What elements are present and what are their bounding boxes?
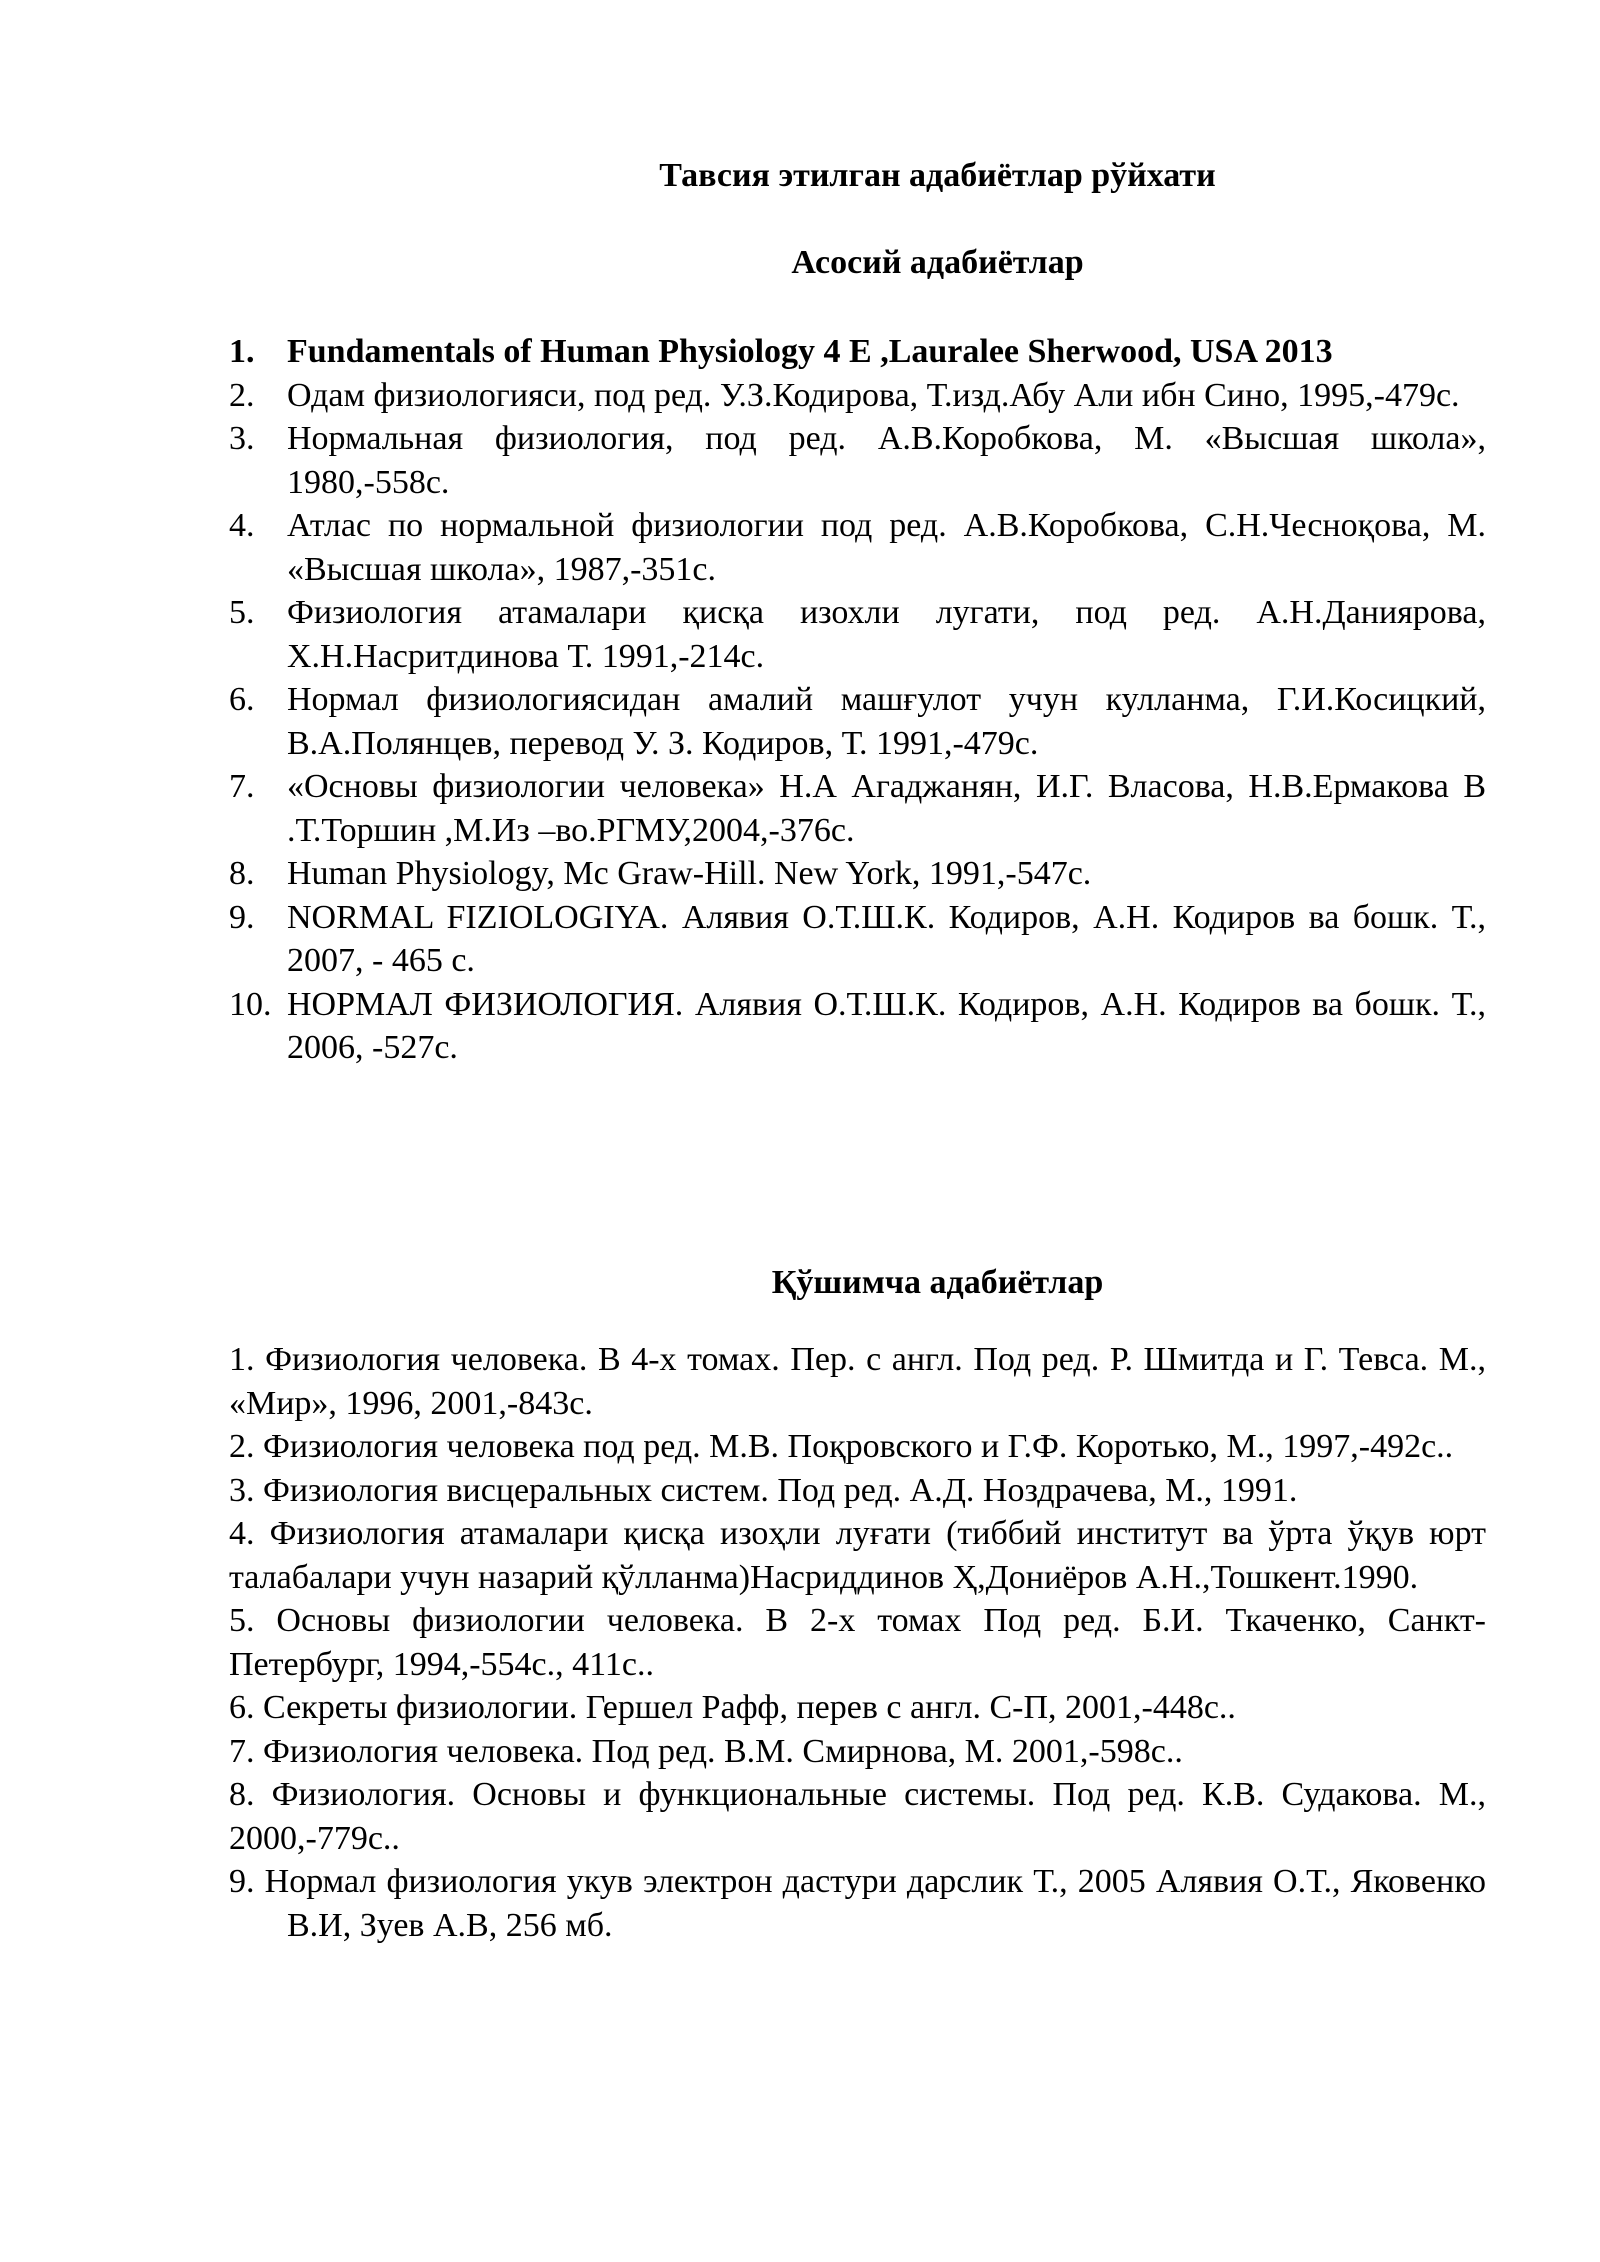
list-item bbox=[229, 330, 1486, 374]
list-item-text: Одам физиологияси, под ред. У.З.Кодирова, Т.изд.Абу Али ибн Сино, 1995,-479с. bbox=[287, 376, 1460, 414]
main-literature-list bbox=[229, 330, 1486, 1070]
list-item: 4. Физиология атамалари қисқа изоҳли луғати (тиббий институт ва ўрта ўқув юрт талабалари учун назарий қўлланма)Насриддинов Ҳ,Дониёров А.Н.,Тошкент.1990. bbox=[229, 1515, 1486, 1596]
list-item-text: Физиология атамалари қисқа изохли лугати, под ред. А.Н.Даниярова, Х.Н.Насритдинова Т. 1991,-214с. bbox=[287, 594, 1486, 675]
list-item: 3. Физиология висцеральных систем. Под ред. А.Д. Ноздрачева, М., 1991. bbox=[229, 1471, 1298, 1509]
list-item-number: 3. bbox=[229, 420, 255, 457]
list-item: 8. Физиология. Основы и функциональные системы. Под ред. К.В. Судакова. М., 2000,-779с.. bbox=[229, 1776, 1486, 1857]
list-item: 7. Физиология человека. Под ред. В.М. Смирнова, М. 2001,-598с.. bbox=[229, 1732, 1183, 1770]
list-item-number: 4. bbox=[229, 507, 255, 544]
list-item: 2. Физиология человека под ред. М.В. Поқровского и Г.Ф. Коротько, М., 1997,-492с.. bbox=[229, 1428, 1454, 1465]
list-item-number: 10. bbox=[229, 985, 272, 1023]
list-item-text: Нормал физиологиясидан амалий машғулот учун кулланма, Г.И.Косицкий, В.А.Полянцев, перевод У. З. Кодиров, Т. 1991,-479с. bbox=[287, 681, 1486, 762]
list-item bbox=[229, 504, 1486, 591]
list-item bbox=[229, 374, 1486, 418]
list-item bbox=[229, 417, 1486, 504]
list-item-text: Нормальная физиология, под ред. А.В.Коробкова, М. «Высшая школа», 1980,-558с. bbox=[287, 420, 1486, 501]
list-item-number: 7. bbox=[229, 768, 255, 805]
list-item-number: 8. bbox=[229, 855, 255, 892]
list-item bbox=[229, 591, 1486, 678]
list-item bbox=[229, 678, 1486, 765]
list-item: 9. Нормал физиология укув электрон дастури дарслик Т., 2005 Алявия О.Т., Яковенко В.И, Зуев А.В, 256 мб. bbox=[229, 1863, 1486, 1944]
list-item-text: Fundamentals of Human Physiology 4 E ,Lauralee Sherwood, USA 2013 bbox=[287, 333, 1333, 370]
list-item-text: Human Physiology, Mc Graw-Hill. New York, 1991,-547c. bbox=[287, 855, 1092, 892]
list-item-number: 1. bbox=[229, 333, 255, 370]
list-item-text: NORMAL FIZIOLOGIYA. Алявия О.Т.Ш.К. Кодиров, А.Н. Кодиров ва бошк. Т., 2007, - 465 с. bbox=[287, 898, 1486, 979]
list-item-text: «Основы физиологии человека» Н.А Агаджанян, И.Г. Власова, Н.В.Ермакова В .Т.Торшин ,М.Из –во.РГМУ,2004,-376с. bbox=[287, 768, 1486, 849]
list-item: 6. Секреты физиологии. Гершел Рафф, перев с англ. С-П, 2001,-448с.. bbox=[229, 1689, 1236, 1726]
list-item-text: НОРМАЛ ФИЗИОЛОГИЯ. Алявия О.Т.Ш.К. Кодиров, А.Н. Кодиров ва бошк. Т., 2006, -527с. bbox=[287, 985, 1486, 1066]
list-item-number: 6. bbox=[229, 681, 255, 718]
additional-literature-title: Қўшимча адабиётлар bbox=[771, 1264, 1104, 1301]
list-item bbox=[229, 983, 1486, 1070]
document-heading: Тавсия этилган адабиётлар рўйхати bbox=[659, 157, 1216, 194]
additional-literature-list bbox=[229, 1338, 1486, 1947]
list-item-text: Атлас по нормальной физиологии под ред. А.В.Коробкова, С.Н.Чесноқова, М. «Высшая школа», 1987,-351с. bbox=[287, 507, 1486, 588]
list-item bbox=[229, 852, 1486, 896]
list-item bbox=[229, 765, 1486, 852]
list-item bbox=[229, 896, 1486, 983]
main-literature-title: Асосий адабиётлар bbox=[791, 244, 1084, 281]
list-item: 1. Физиология человека. В 4-х томах. Пер. с англ. Под ред. Р. Шмитда и Г. Тевса. М., «Мир», 1996, 2001,-843с. bbox=[229, 1341, 1486, 1422]
list-item-number: 2. bbox=[229, 376, 255, 414]
list-item-number: 9. bbox=[229, 898, 255, 936]
list-item: 5. Основы физиологии человека. В 2-х томах Под ред. Б.И. Ткаченко, Санкт-Петербург, 1994,-554с., 411с.. bbox=[229, 1602, 1486, 1683]
list-item-number: 5. bbox=[229, 594, 255, 631]
